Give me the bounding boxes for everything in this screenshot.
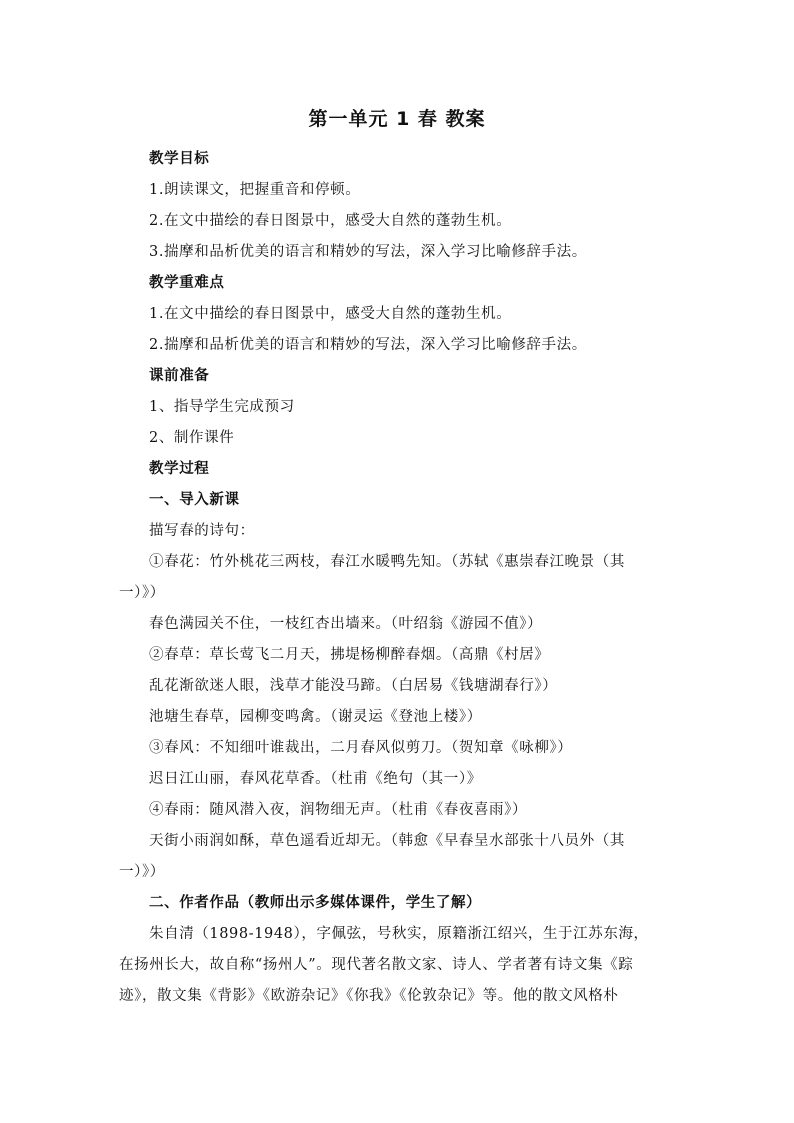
poem-line: 天街小雨润如酥，草色遥看近却无。（韩愈《早春呈水部张十八员外（其 (149, 833, 625, 849)
poem-line: 春色满园关不住，一枝红杏出墙来。（叶绍翁《游园不值》） (149, 616, 543, 632)
author-paragraph-line: 在扬州长大，故自称“扬州人”。现代著名散文家、诗人、学者著有诗文集《踪 (119, 957, 634, 973)
poem-line: ③春风：不知细叶谁裁出，二月春风似剪刀。（贺知章《咏柳》） (149, 740, 573, 756)
poem-intro: 描写春的诗句： (149, 523, 255, 539)
poem-line: ①春花：竹外桃花三两枝，春江水暖鸭先知。（苏轼《惠崇春江晚景（其 (149, 554, 625, 570)
document-title: 第一单元 1 春 教案 (308, 108, 486, 130)
poem-line: ②春草：草长莺飞二月天，拂堤杨柳醉春烟。（高鼎《村居》 (149, 647, 550, 663)
section-heading-key-points: 教学重难点 (149, 275, 225, 291)
section-heading-process: 教学过程 (149, 461, 210, 477)
poem-line-continued: 一）》） (119, 864, 165, 880)
key-point-item: 1.在文中描绘的春日图景中，感受大自然的蓬勃生机。 (149, 306, 512, 322)
objective-item: 1.朗读课文，把握重音和停顿。 (149, 182, 361, 198)
document-body (119, 144, 676, 1012)
author-paragraph-line: 朱自清（1898-1948），字佩弦，号秋实，原籍浙江绍兴，生于江苏东海， (149, 926, 649, 942)
poem-line: 乱花渐欲迷人眼，浅草才能没马蹄。（白居易《钱塘湖春行》） (149, 678, 558, 694)
part-heading-intro: 一、导入新课 (149, 492, 240, 508)
poem-line: 迟日江山丽，春风花草香。（杜甫《绝句（其一）》 (149, 771, 482, 787)
section-heading-preparation: 课前准备 (149, 368, 210, 384)
poem-line: 池塘生春草，园柳变鸣禽。（谢灵运《登池上楼》） (149, 709, 482, 725)
section-heading-objectives: 教学目标 (149, 151, 210, 167)
preparation-item: 2、制作课件 (149, 430, 235, 446)
objective-item: 3.揣摩和品析优美的语言和精妙的写法，深入学习比喻修辞手法。 (149, 244, 587, 260)
key-point-item: 2.揣摩和品析优美的语言和精妙的写法，深入学习比喻修辞手法。 (149, 337, 587, 353)
objective-item: 2.在文中描绘的春日图景中，感受大自然的蓬勃生机。 (149, 213, 512, 229)
poem-line-continued: 一）》） (119, 585, 165, 601)
preparation-item: 1、指导学生完成预习 (149, 399, 295, 415)
author-paragraph-line: 迹》，散文集《背影》《欧游杂记》《你我》《伦敦杂记》等。他的散文风格朴 (119, 988, 619, 1004)
poem-line: ④春雨：随风潜入夜，润物细无声。（杜甫《春夜喜雨》） (149, 802, 528, 818)
part-heading-author: 二、作者作品（教师出示多媒体课件，学生了解） (149, 895, 482, 911)
